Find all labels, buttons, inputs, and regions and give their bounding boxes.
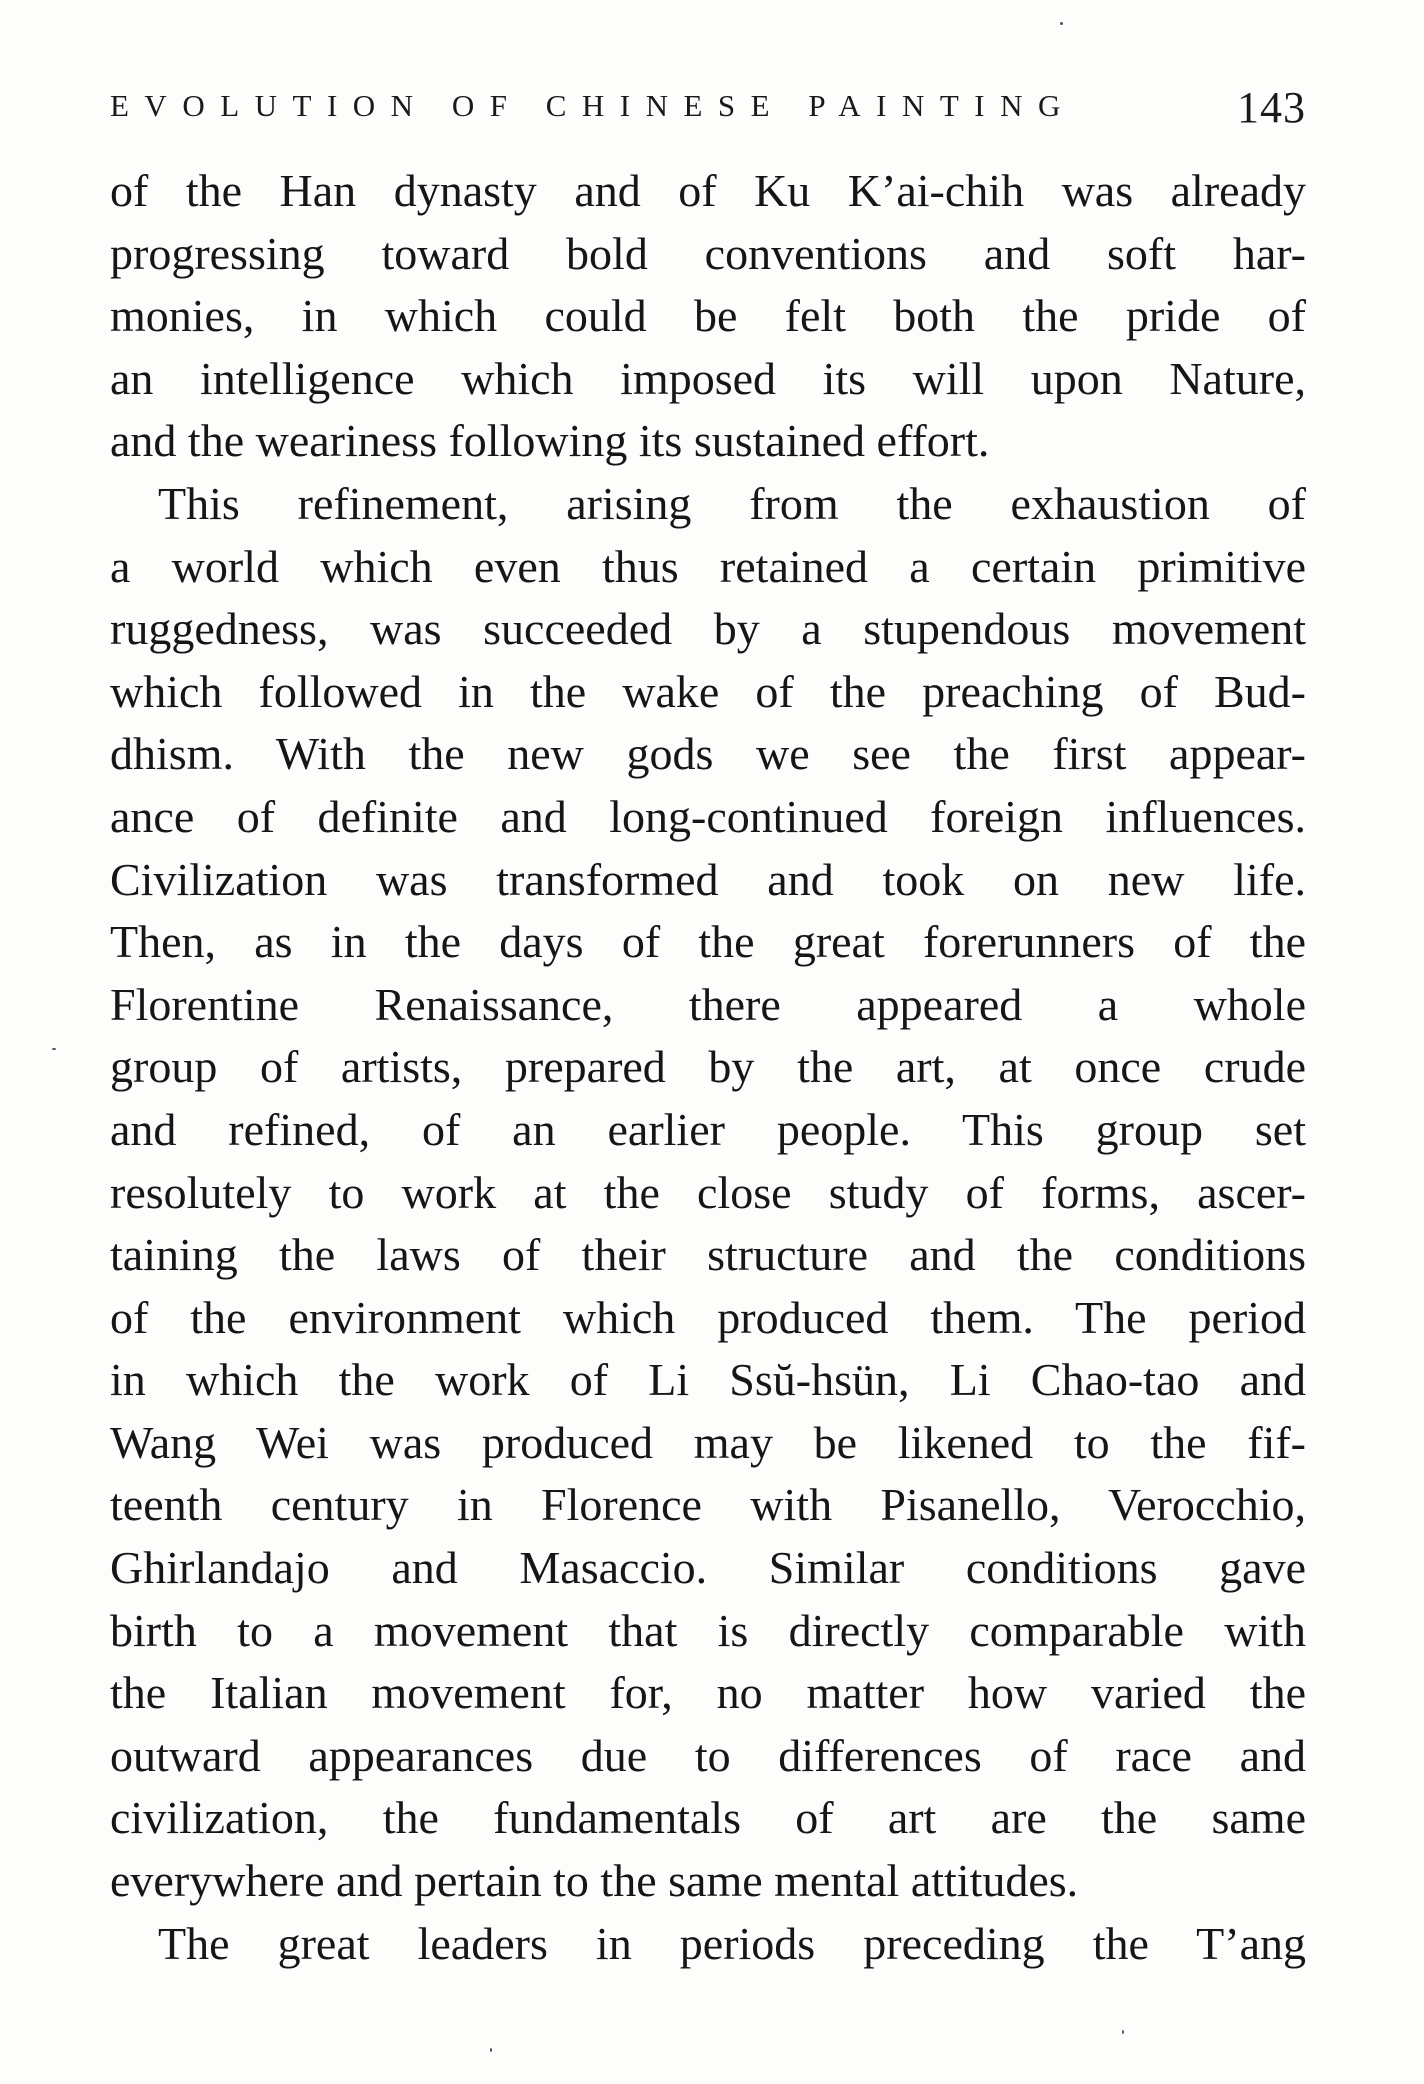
text-line: Then, as in the days of the great forerunners of the <box>110 916 1306 968</box>
text-line: which followed in the wake of the preaching of Bud- <box>110 665 1306 717</box>
text-line: of the environment which produced them. The period <box>110 1291 1306 1343</box>
text-line: in which the work of Li Ssŭ-hsün, Li Chao-tao and <box>110 1354 1306 1406</box>
text-line: a world which even thus retained a certain primitive <box>110 540 1306 592</box>
text-line: ance of definite and long-continued foreign influences. <box>110 790 1306 842</box>
text-line: progressing toward bold conventions and soft har- <box>110 227 1306 279</box>
text-line: Florentine Renaissance, there appeared a whole <box>110 978 1306 1030</box>
running-head <box>110 82 1306 142</box>
text-line: and refined, of an earlier people. This group set <box>110 1103 1306 1155</box>
scan-speck <box>1060 22 1063 25</box>
text-line: Ghirlandajo and Masaccio. Similar conditions gave <box>110 1542 1306 1594</box>
paragraph-3 <box>110 1913 1306 1976</box>
scan-speck <box>52 1048 56 1050</box>
body-text <box>110 160 1306 1975</box>
text-line: of the Han dynasty and of Ku K’ai-chih was already <box>110 165 1306 216</box>
text-line: and the weariness following its sustained effort. <box>110 415 990 467</box>
paragraph-2 <box>110 473 1306 1913</box>
text-line: outward appearances due to differences of race and <box>110 1729 1306 1781</box>
text-line: The great leaders in periods preceding the T’ang <box>158 1917 1306 1969</box>
text-line: taining the laws of their structure and the conditions <box>110 1229 1306 1281</box>
page-number: 143 <box>1237 83 1306 132</box>
text-line: monies, in which could be felt both the pride of <box>110 290 1306 342</box>
paragraph-1 <box>110 160 1306 473</box>
text-line: resolutely to work at the close study of forms, ascer- <box>110 1166 1306 1218</box>
text-line: civilization, the fundamentals of art are the same <box>110 1792 1306 1844</box>
text-line: an intelligence which imposed its will upon Nature, <box>110 352 1306 404</box>
text-line: ruggedness, was succeeded by a stupendous movement <box>110 603 1306 655</box>
text-line: birth to a movement that is directly comparable with <box>110 1604 1306 1656</box>
scan-speck <box>1122 2030 1124 2034</box>
text-line: Civilization was transformed and took on new life. <box>110 853 1306 905</box>
text-line: teenth century in Florence with Pisanello, Verocchio, <box>110 1479 1306 1531</box>
scan-speck <box>490 2048 492 2052</box>
text-line: dhism. With the new gods we see the first appear- <box>110 728 1306 780</box>
text-line: everywhere and pertain to the same mental attitudes. <box>110 1855 1079 1907</box>
text-line: the Italian movement for, no matter how varied the <box>110 1667 1306 1719</box>
text-line: Wang Wei was produced may be likened to the fif- <box>110 1416 1306 1468</box>
text-line: This refinement, arising from the exhaustion of <box>158 477 1306 529</box>
text-line: group of artists, prepared by the art, at once crude <box>110 1041 1306 1093</box>
running-title: EVOLUTION OF CHINESE PAINTING <box>110 88 1076 123</box>
